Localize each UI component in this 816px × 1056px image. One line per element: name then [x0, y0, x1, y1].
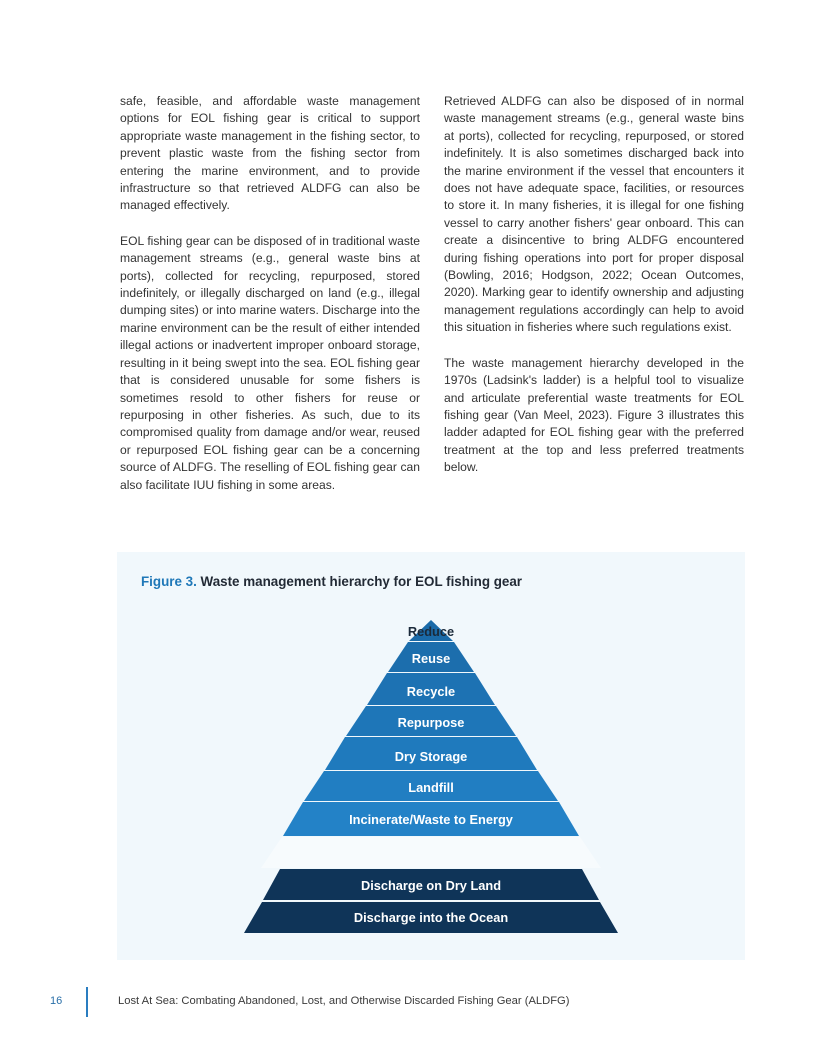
tier-label-repurpose: Repurpose	[397, 715, 465, 730]
left-text-column	[120, 93, 420, 512]
pyramid-gap	[261, 837, 601, 868]
paragraph: safe, feasible, and affordable waste management options for EOL fishing gear is critical to support appropriate waste management in the fishing sector, to prevent plastic waste from the fishing sector from entering the marine environment, and to provide infrastructure so that retrieved ALDFG can also be managed effectively.	[120, 94, 420, 213]
tier-label-landfill: Landfill	[408, 780, 454, 795]
right-text-column	[444, 93, 744, 495]
tier-label-discharge-land: Discharge on Dry Land	[360, 878, 502, 893]
tier-label-incinerate: Incinerate/Waste to Energy	[349, 812, 513, 827]
figure-title: Waste management hierarchy for EOL fishing gear	[200, 574, 523, 589]
paragraph: Retrieved ALDFG can also be disposed of in normal waste management streams (e.g., general waste bins at ports), collected for recycling, repurposed, or stored indefinitely. It is also sometimes discharged back into the marine environment if the vessel that encounters it does not have adequate space, facilities, or resources to store it. In many fisheries, it is illegal for one fishing vessel to carry another fishers' gear onboard. This can create a disincentive to bring ALDFG encountered during fishing operations into port for proper disposal (Bowling, 2016; Hodgson, 2022; Ocean Outcomes, 2020). Marking gear to identify ownership and adjusting management regulations accordingly can help to avoid this situation in fisheries where such regulations exist.	[444, 94, 744, 335]
tier-label-reduce: Reduce	[407, 624, 455, 639]
tier-label-reuse: Reuse	[411, 651, 451, 666]
paragraph: EOL fishing gear can be disposed of in traditional waste management streams (e.g., general waste bins at ports), collected for recycling, repurposed, stored indefinitely, or illegally discharged on land (e.g., illegal dumping sites) or into marine waters. Discharge into the marine environment can be the result of either intended illegal actions or inadvertent improper onboard storage, resulting in it being swept into the sea. EOL fishing gear that is considered unusable for some fishers is sometimes resold to other fishers for reuse or repurposing in other fisheries. As such, due to its compromised quality from damage and/or wear, reused or repurposed EOL fishing gear can be a concerning source of ALDFG. The reselling of EOL fishing gear can also facilitate IUU fishing in some areas.	[120, 233, 420, 492]
figure-3-panel	[117, 552, 745, 960]
paragraph: The waste management hierarchy developed in the 1970s (Ladsink's ladder) is a helpful tool to visualize and articulate preferential waste treatments for EOL fishing gear (Van Meel, 2023). Figure 3 illustrates this ladder adapted for EOL fishing gear with the preferred treatment at the top and less preferred treatments below.	[444, 355, 744, 475]
tier-label-discharge-ocean: Discharge into the Ocean	[353, 910, 509, 925]
footer-publication-title: Lost At Sea: Combating Abandoned, Lost, and Otherwise Discarded Fishing Gear (ALDFG)	[118, 995, 570, 1007]
footer-divider	[86, 987, 88, 1017]
figure-label: Figure 3.	[141, 574, 197, 589]
tier-label-recycle: Recycle	[406, 684, 456, 699]
tier-label-dry-storage: Dry Storage	[394, 749, 468, 764]
page-number: 16	[50, 995, 63, 1007]
